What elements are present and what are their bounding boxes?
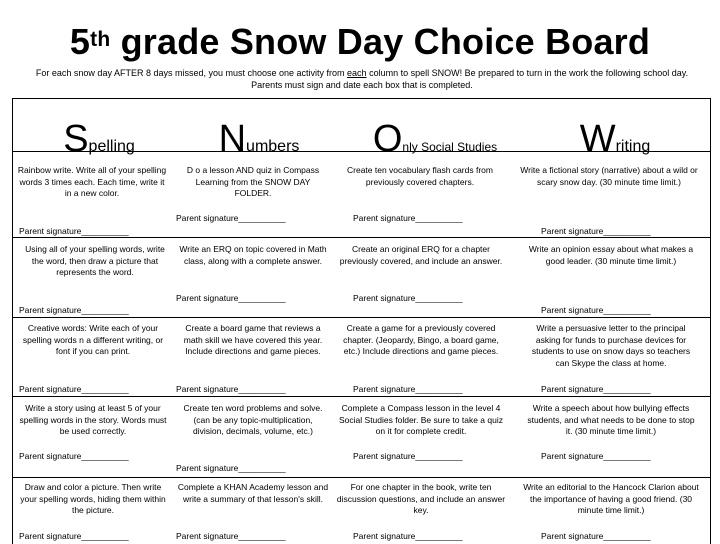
header-social-rest: nly Social Studies <box>402 140 498 154</box>
title-grade-suffix: th <box>90 28 111 51</box>
instructions-before: For each snow day AFTER 8 days missed, you must choose one activity from <box>35 68 348 78</box>
parent-signature-line[interactable]: Parent signature__________ <box>353 451 463 461</box>
parent-signature-line[interactable]: Parent signature__________ <box>353 213 463 223</box>
parent-signature-line[interactable]: Parent signature__________ <box>19 451 129 461</box>
header-writing-rest: riting <box>615 138 651 155</box>
activity-cell: Write a speech about how bullying effects students, and what needs to be done to stop it. (30 minute time limit.) <box>527 403 695 437</box>
parent-signature-line[interactable]: Parent signature__________ <box>19 226 129 236</box>
activity-cell: For one chapter in the book, write ten discussion questions, and include an answer key. <box>336 482 506 516</box>
activity-cell: Write an ERQ on topic covered in Math class, along with a complete answer. <box>179 244 327 266</box>
choice-board-table <box>12 98 711 544</box>
parent-signature-line[interactable]: Parent signature__________ <box>353 531 463 541</box>
parent-signature-line[interactable]: Parent signature__________ <box>176 384 286 394</box>
activity-cell: Create a game for a previously covered chapter. (Jeopardy, Bingo, a board game, etc.) Include directions and game pieces. <box>343 323 499 357</box>
activity-cell: Write a story using at least 5 of your spelling words in the story. Words must be used correctly. <box>19 403 167 437</box>
parent-signature-line[interactable]: Parent signature__________ <box>176 463 286 473</box>
activity-cell: Rainbow write. Write all of your spelling words 3 times each. Each time, write it in a new color. <box>17 165 167 199</box>
activity-cell: Create ten vocabulary flash cards from previously covered chapters. <box>347 165 493 187</box>
row-divider <box>13 477 710 478</box>
activity-cell: Write a fictional story (narrative) about a wild or scary snow day. (30 minute time limit.) <box>520 165 698 187</box>
title-grade-number: 5 <box>69 21 91 62</box>
parent-signature-line[interactable]: Parent signature__________ <box>541 305 651 315</box>
activity-cell: Write an editorial to the Hancock Clarion about the importance of having a good friend. (30 minute time limit.) <box>523 482 699 516</box>
instructions <box>22 67 702 91</box>
activity-cell: Write a persuasive letter to the principal asking for funds to purchase devices for students to use on snow days so teachers can Skype the class at home. <box>531 323 691 369</box>
page-title <box>0 20 720 64</box>
parent-signature-line[interactable]: Parent signature__________ <box>176 213 286 223</box>
activity-cell: Using all of your spelling words, write the word, then draw a picture that represents the word. <box>25 244 165 278</box>
parent-signature-line[interactable]: Parent signature__________ <box>19 384 129 394</box>
header-numbers-rest: umbers <box>246 138 300 155</box>
header-spelling-rest: pelling <box>88 138 135 155</box>
header-spelling-initial: S <box>63 118 89 160</box>
title-text: grade Snow Day Choice Board <box>120 21 651 62</box>
activity-cell: D o a lesson AND quiz in Compass Learning from the SNOW DAY FOLDER. <box>186 165 320 199</box>
header-writing-initial: W <box>579 118 616 160</box>
activity-cell: Draw and color a picture. Then write your spelling words, hiding them within the picture. <box>20 482 166 516</box>
activity-cell: Create ten word problems and solve. (can be any topic-multiplication, division, decimals, volume, etc.) <box>183 403 323 437</box>
parent-signature-line[interactable]: Parent signature__________ <box>353 293 463 303</box>
header-numbers-initial: N <box>218 118 247 160</box>
parent-signature-line[interactable]: Parent signature__________ <box>541 384 651 394</box>
activity-cell: Create an original ERQ for a chapter previously covered, and include an answer. <box>339 244 503 266</box>
parent-signature-line[interactable]: Parent signature__________ <box>19 305 129 315</box>
activity-cell: Creative words: Write each of your spelling words n a different writing, or font if you can print. <box>22 323 164 357</box>
parent-signature-line[interactable]: Parent signature__________ <box>19 531 129 541</box>
parent-signature-line[interactable]: Parent signature__________ <box>176 531 286 541</box>
parent-signature-line[interactable]: Parent signature__________ <box>541 451 651 461</box>
parent-signature-line[interactable]: Parent signature__________ <box>353 384 463 394</box>
row-divider <box>13 396 710 397</box>
activity-cell: Complete a KHAN Academy lesson and write a summary of that lesson's skill. <box>177 482 329 504</box>
instructions-emphasis: each <box>347 68 367 78</box>
parent-signature-line[interactable]: Parent signature__________ <box>541 226 651 236</box>
instructions-after: column to spell SNOW! Be prepared to turn in the work the following school day. Parents must sign and date each box that is completed. <box>251 68 689 90</box>
activity-cell: Write an opinion essay about what makes a good leader. (30 minute time limit.) <box>528 244 694 266</box>
header-social-initial: O <box>372 118 403 160</box>
parent-signature-line[interactable]: Parent signature__________ <box>541 531 651 541</box>
activity-cell: Complete a Compass lesson in the level 4 Social Studies folder. Be sure to take a quiz on it for complete credit. <box>339 403 503 437</box>
row-divider <box>13 317 710 318</box>
row-divider <box>13 237 710 238</box>
activity-cell: Create a board game that reviews a math skill we have covered this year. Include directions and game pieces. <box>183 323 323 357</box>
parent-signature-line[interactable]: Parent signature__________ <box>176 293 286 303</box>
row-divider <box>13 151 710 152</box>
